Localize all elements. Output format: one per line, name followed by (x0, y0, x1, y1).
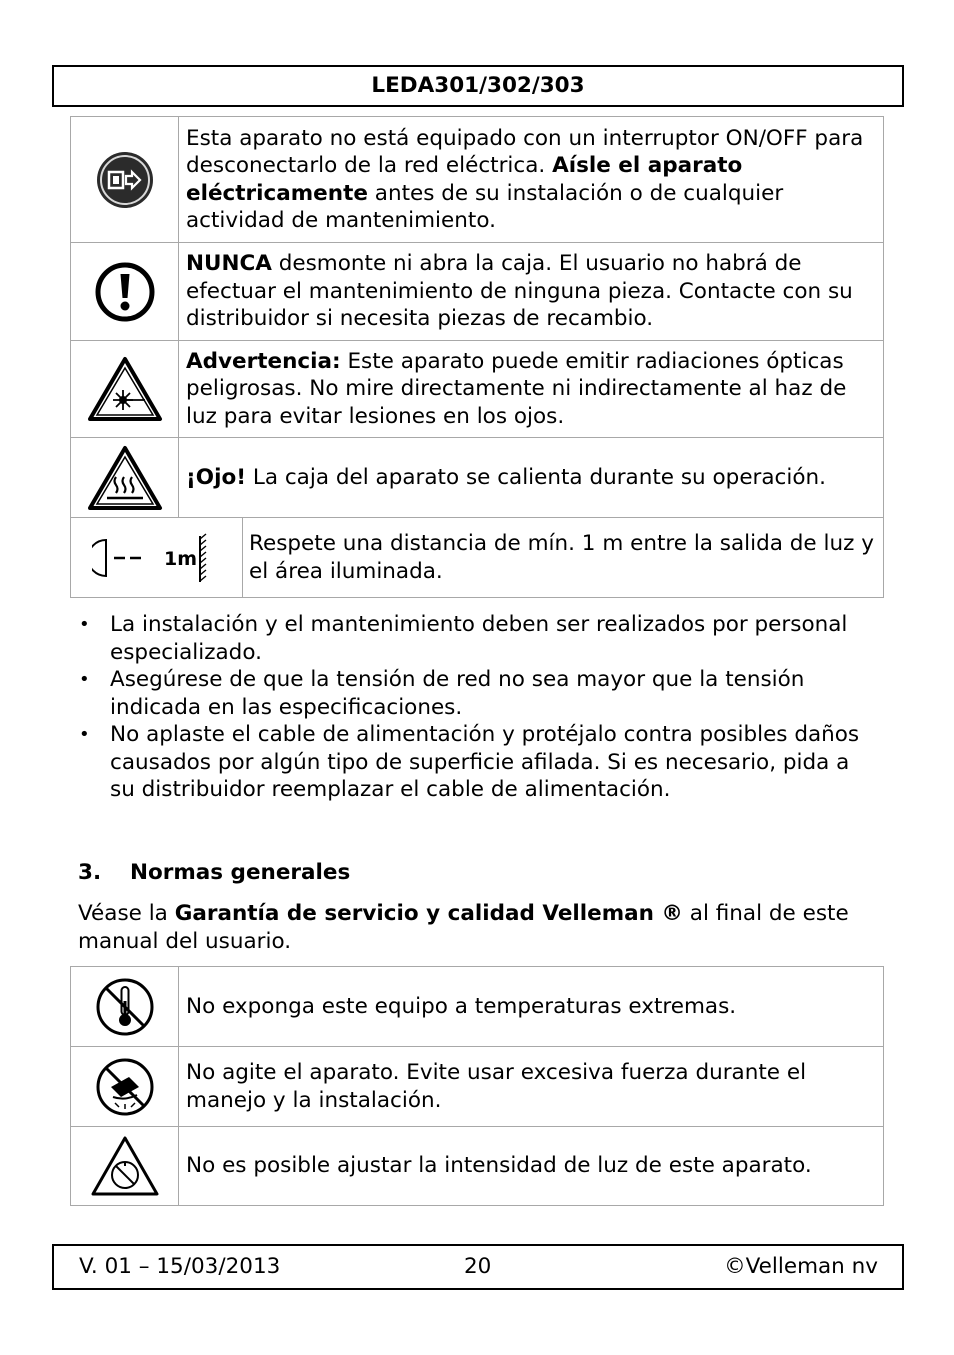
distance-icon-cell (71, 518, 243, 598)
warning-row (71, 243, 884, 341)
no-shake-icon (95, 1057, 155, 1117)
hot-surface-icon (87, 445, 163, 511)
distance-icon (92, 530, 222, 586)
list-item-text: No aplaste el cable de alimentación y protéjalo contra posibles daños causados por algún tipo de superficie afilada. Si es necesario, pida a su distribuidor reemplazar el cable de alimentación. (110, 722, 860, 802)
warning-icon-cell (71, 438, 179, 518)
warning-text (179, 117, 884, 243)
warning-table (70, 116, 884, 518)
warning-row (71, 117, 884, 243)
warning-bold-text: ¡Ojo! (186, 464, 247, 490)
warning-text-segment: Este aparato puede emitir radiaciones ópticas peligrosas. No mire directamente ni indirectamente al haz de luz para evitar lesiones en los ojos. (186, 348, 847, 429)
warning-text-segment: antes de su instalación o de cualquier actividad de mantenimiento. (186, 180, 784, 233)
rule-icon-cell (71, 1127, 179, 1206)
bullet-list (76, 611, 876, 804)
no-temperature-icon (95, 977, 155, 1037)
rule-text: No es posible ajustar la intensidad de luz de este aparato. (179, 1127, 884, 1206)
warning-row (71, 341, 884, 438)
warning-bold-text: Aísle el aparato eléctricamente (186, 153, 743, 206)
section-title: Normas generales (130, 860, 351, 885)
bullet-icon: • (79, 669, 90, 690)
warning-icon-cell (71, 243, 179, 341)
warning-text-segment: Esta aparato no está equipado con un interruptor ON/OFF para desconectarlo de la red eléctrica. (186, 125, 864, 178)
list-item-text: Asegúrese de que la tensión de red no sea mayor que la tensión indicada en las especificaciones. (110, 667, 805, 720)
footer-page-number: 20 (464, 1254, 492, 1279)
warning-text (179, 438, 884, 518)
warning-icon-cell (71, 117, 179, 243)
rule-text: No exponga este equipo a temperaturas extremas. (179, 967, 884, 1047)
intro-bold-text: Garantía de servicio y calidad Velleman ® (174, 901, 683, 926)
rules-table (70, 966, 884, 1206)
bullet-icon: • (79, 724, 90, 745)
distance-icon-label: 1m (163, 547, 197, 570)
rule-row (71, 967, 884, 1047)
rule-icon-cell (71, 1047, 179, 1127)
list-item (76, 666, 876, 721)
section-number: 3. (78, 860, 102, 885)
warning-text-segment: desmonte ni abra la caja. El usuario no habrá de efectuar el mantenimiento de ninguna pieza. Contacte con su distribuidor si necesita piezas de recambio. (186, 251, 853, 332)
list-item (76, 611, 876, 666)
warning-bold-text: NUNCA (186, 251, 272, 277)
page-footer (52, 1244, 904, 1290)
section-heading (78, 859, 350, 887)
rule-row (71, 1127, 884, 1206)
warning-bold-text: Advertencia: (186, 348, 341, 374)
exclamation-icon (94, 261, 156, 323)
intro-paragraph (78, 900, 868, 955)
distance-row (71, 518, 884, 598)
footer-copyright: ©Velleman nv (724, 1254, 878, 1279)
warning-text (179, 243, 884, 341)
intro-text: Véase la (78, 901, 175, 926)
list-item (76, 721, 876, 804)
distance-text: Respete una distancia de mín. 1 m entre la salida de luz y el área iluminada. (243, 518, 884, 598)
warning-text (179, 341, 884, 438)
warning-icon-cell (71, 341, 179, 438)
rule-text: No agite el aparato. Evite usar excesiva fuerza durante el manejo y la instalación. (179, 1047, 884, 1127)
no-dimmer-icon (90, 1135, 160, 1197)
rule-row (71, 1047, 884, 1127)
warning-row (71, 438, 884, 518)
intro-text: al final de este manual del usuario. (78, 901, 849, 954)
bullet-icon: • (79, 614, 90, 635)
warning-text-segment: La caja del aparato se calienta durante su operación. (246, 464, 826, 490)
list-item-text: La instalación y el mantenimiento deben ser realizados por personal especializado. (110, 612, 848, 665)
laser-warning-icon (87, 356, 163, 422)
header-title: LEDA301/302/303 (52, 65, 904, 107)
distance-table (70, 517, 884, 598)
rule-icon-cell (71, 967, 179, 1047)
footer-version: V. 01 – 15/03/2013 (79, 1254, 281, 1279)
unplug-icon (95, 150, 155, 210)
